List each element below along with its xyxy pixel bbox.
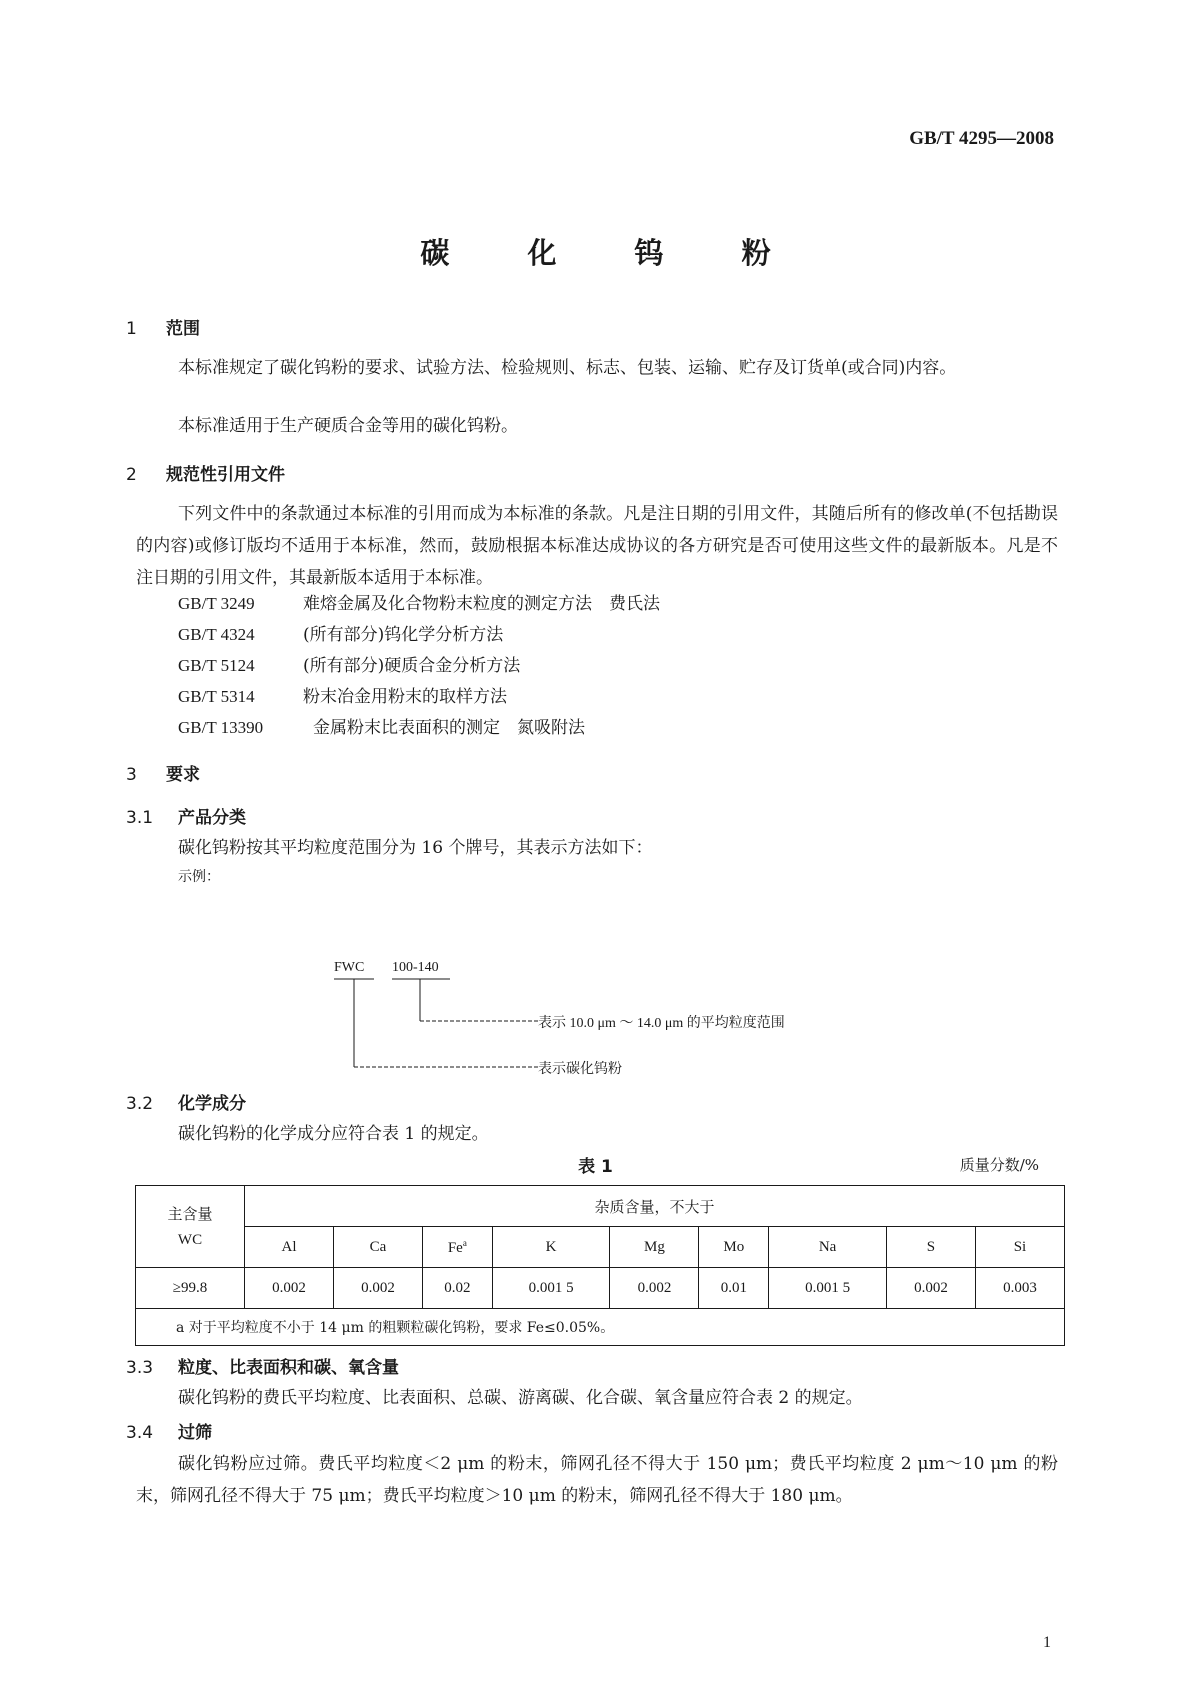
- column-header: Si: [975, 1227, 1064, 1268]
- section-1-paragraph-1: 本标准规定了碳化钨粉的要求、试验方法、检验规则、标志、包装、运输、贮存及订货单(或合同)内容。: [178, 358, 957, 378]
- section-number: 3.3: [126, 1358, 154, 1378]
- section-3-1-paragraph: 碳化钨粉按其平均粒度范围分为 16 个牌号，其表示方法如下：: [178, 838, 653, 858]
- grade-range-description: 表示 10.0 μm ～ 14.0 μm 的平均粒度范围: [538, 1016, 785, 1031]
- grade-diagram-lines: [330, 975, 550, 1075]
- column-header: Mo: [699, 1227, 769, 1268]
- section-3-2-paragraph: 碳化钨粉的化学成分应符合表 1 的规定。: [178, 1124, 489, 1144]
- section-title: 范围: [166, 319, 200, 339]
- table-1-unit: 质量分数/%: [959, 1156, 1039, 1174]
- main-content-value: ≥99.8: [136, 1268, 245, 1309]
- table-1-caption: 表 1: [578, 1157, 613, 1177]
- table-cell: 0.002: [610, 1268, 699, 1309]
- table-cell: 0.003: [975, 1268, 1064, 1309]
- column-header: Ca: [333, 1227, 422, 1268]
- impurity-header: 杂质含量，不大于: [245, 1186, 1065, 1227]
- reference-item: GB/T 5124 (所有部分)硬质合金分析方法: [178, 656, 521, 676]
- section-title: 粒度、比表面积和碳、氧含量: [178, 1358, 399, 1378]
- footnote-marker: a: [462, 1237, 467, 1248]
- table-cell: 0.001 5: [769, 1268, 887, 1309]
- column-header: Mg: [610, 1227, 699, 1268]
- section-number: 2: [126, 465, 137, 485]
- section-1-heading: [126, 314, 200, 339]
- section-3-4-heading: [126, 1418, 212, 1443]
- grade-code: FWC: [334, 960, 365, 975]
- grade-code-description: 表示碳化钨粉: [538, 1062, 622, 1077]
- table-cell: 0.002: [245, 1268, 334, 1309]
- table-1-footnote: a 对于平均粒度不小于 14 μm 的粗颗粒碳化钨粉，要求 Fe≤0.05%。: [136, 1309, 1065, 1346]
- reference-item: GB/T 4324 (所有部分)钨化学分析方法: [178, 625, 504, 645]
- section-title: 化学成分: [178, 1094, 246, 1114]
- section-number: 3.2: [126, 1094, 154, 1114]
- standard-code: GB/T 4295—2008: [909, 128, 1054, 149]
- column-header: K: [492, 1227, 610, 1268]
- column-header: Fe$^a$: [422, 1227, 492, 1268]
- section-3-3-heading: [126, 1353, 399, 1378]
- reference-item: GB/T 3249 难熔金属及化合物粉末粒度的测定方法 费氏法: [178, 594, 660, 614]
- section-title: 规范性引用文件: [166, 465, 285, 485]
- table-1: [135, 1185, 1065, 1346]
- section-title: 过筛: [178, 1423, 212, 1443]
- column-header: S: [886, 1227, 975, 1268]
- section-title: 产品分类: [178, 808, 246, 828]
- section-number: 3: [126, 765, 137, 785]
- column-header: Na: [769, 1227, 887, 1268]
- reference-item: GB/T 5314 粉末冶金用粉末的取样方法: [178, 687, 507, 707]
- grade-range: 100-140: [392, 960, 439, 975]
- document-title: 碳 化 钨 粉: [420, 236, 805, 270]
- section-2-paragraph-1: 下列文件中的条款通过本标准的引用而成为本标准的条款。凡是注日期的引用文件，其随后所有的修改单(不包括勘误的内容)或修订版均不适用于本标准，然而，鼓励根据本标准达成协议的各方研究是否可使用这些文件的最新版本。凡是不注日期的引用文件，其最新版本适用于本标准。: [136, 504, 1058, 588]
- section-number: 3.4: [126, 1423, 154, 1443]
- reference-item: GB/T 13390 金属粉末比表面积的测定 氮吸附法: [178, 718, 585, 738]
- section-2-heading: [126, 460, 285, 485]
- section-3-4-paragraph: 碳化钨粉应过筛。费氏平均粒度＜2 μm 的粉末，筛网孔径不得大于 150 μm；费氏平均粒度 2 μm～10 μm 的粉末，筛网孔径不得大于 75 μm；费氏平均粒度＞10 μm 的粉末，筛网孔径不得大于 180 μm。: [136, 1454, 1058, 1506]
- table-cell: 0.001 5: [492, 1268, 610, 1309]
- section-1-paragraph-2: 本标准适用于生产硬质合金等用的碳化钨粉。: [178, 416, 518, 436]
- section-3-heading: [126, 760, 200, 785]
- section-3-2-heading: [126, 1089, 246, 1114]
- main-content-header: 主含量 WC: [136, 1186, 245, 1268]
- section-number: 3.1: [126, 808, 154, 828]
- section-3-3-paragraph: 碳化钨粉的费氏平均粒度、比表面积、总碳、游离碳、化合碳、氧含量应符合表 2 的规定。: [178, 1388, 863, 1408]
- column-header: Al: [245, 1227, 334, 1268]
- table-cell: 0.002: [886, 1268, 975, 1309]
- table-cell: 0.002: [333, 1268, 422, 1309]
- section-3-1-heading: [126, 803, 246, 828]
- page-number: 1: [1043, 1634, 1051, 1651]
- section-title: 要求: [166, 765, 200, 785]
- table-cell: 0.01: [699, 1268, 769, 1309]
- section-number: 1: [126, 319, 137, 339]
- example-label: 示例：: [178, 869, 220, 885]
- table-cell: 0.02: [422, 1268, 492, 1309]
